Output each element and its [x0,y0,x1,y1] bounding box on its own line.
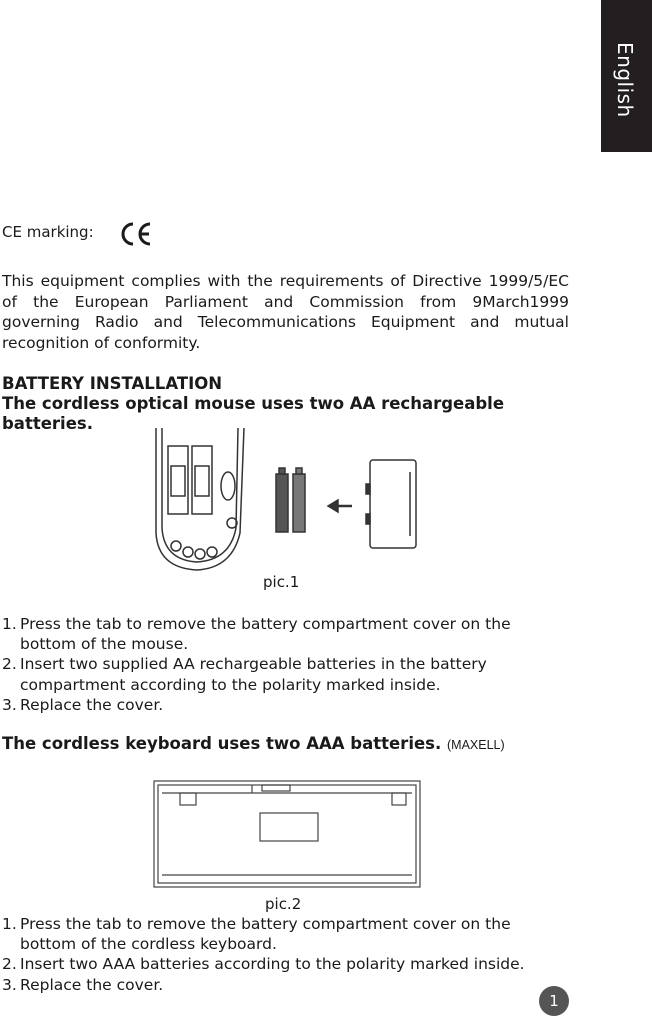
step-text: Replace the cover. [20,975,164,994]
step-number: 1. [2,615,17,633]
page-number-badge: 1 [539,986,569,1016]
step-text: Insert two AAA batteries according to the polarity marked inside. [20,955,525,974]
list-item [2,975,562,995]
step-text: Press the tab to remove the battery compartment cover on the [20,915,511,933]
keyboard-battery-heading-text: The cordless keyboard uses two AAA batteries. [2,734,442,753]
step-text-continued: compartment according to the polarity marked inside. [20,675,441,694]
language-tab-label: English [613,42,637,118]
language-tab [601,0,652,152]
keyboard-battery-heading [2,734,505,755]
step-text: Press the tab to remove the battery compartment cover on the [20,615,511,633]
ce-mark-icon [119,220,153,248]
list-item [2,954,562,974]
step-text-continued: bottom of the mouse. [20,635,189,654]
list-item [2,614,562,654]
ce-marking-label: CE marking: [2,223,94,241]
step-text: Replace the cover. [20,695,164,714]
step-number: 2. [2,655,17,674]
list-item [2,695,562,715]
step-number: 2. [2,955,17,974]
compliance-paragraph: This equipment complies with the requirements of Directive 1999/5/EC of the European Parliament and Commission from 9March1999 governing Radio and Telecommunications Equipment and mutual recognition of conformity. [2,272,569,352]
keyboard-battery-note: (MAXELL) [447,738,505,752]
step-text: Insert two supplied AA rechargeable batteries in the battery [20,655,487,674]
step-text-continued: bottom of the cordless keyboard. [20,935,277,954]
pic2-caption: pic.2 [265,895,302,913]
pic1-caption: pic.1 [263,573,300,591]
keyboard-battery-illustration [152,779,422,889]
battery-installation-heading: BATTERY INSTALLATION [2,374,223,393]
step-number: 3. [2,695,17,714]
mouse-battery-illustration [152,428,422,571]
step-number: 1. [2,915,17,933]
mouse-steps-list [2,614,562,715]
mouse-battery-heading: The cordless optical mouse uses two AA rechargeable batteries. [2,394,505,433]
list-item [2,654,562,694]
step-number: 3. [2,975,17,994]
keyboard-steps-list [2,914,562,995]
list-item [2,914,562,954]
